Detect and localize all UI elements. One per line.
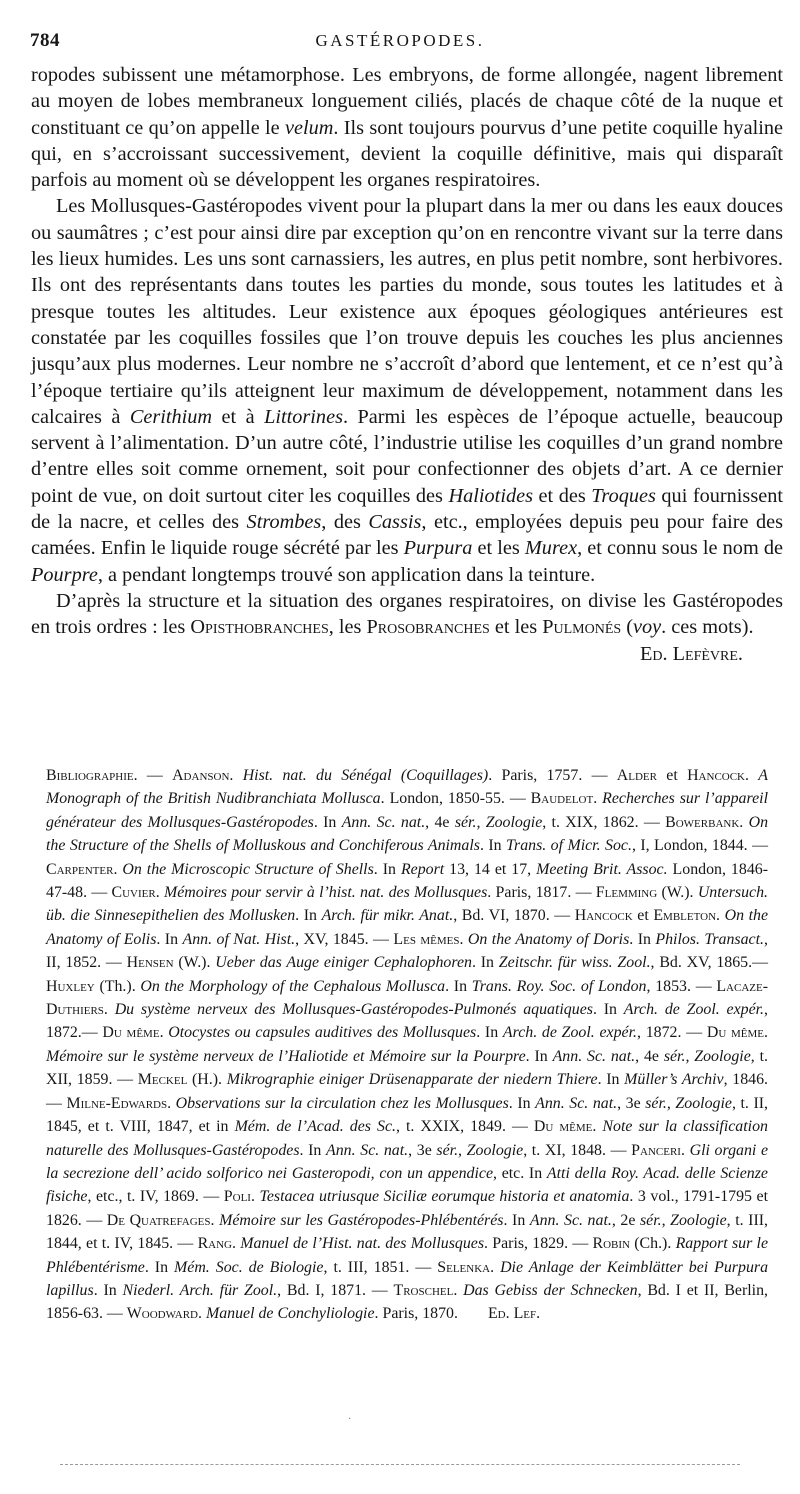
text-run: . In — [313, 813, 342, 831]
text-run: . Paris, 1829. — — [484, 1235, 593, 1253]
text-run: , 4e — [425, 813, 455, 831]
work-title: Rapport sur le Phlébentérisme — [46, 1235, 768, 1276]
work-title: On the Anatomy of Doris — [467, 930, 630, 948]
text-run: . — [453, 1281, 464, 1299]
text-run: . In — [592, 1001, 624, 1019]
work-title: Mémoires pour servir à l’hist. nat. des Mollusques — [163, 884, 488, 902]
work-title: On the Structure of the Shells of Molluskous and Conchiferous Animals — [46, 813, 769, 855]
journal-title: Report — [400, 860, 445, 878]
text-run: . In — [295, 907, 322, 925]
author-name: Meckel — [137, 1071, 188, 1089]
term-velum: velum — [284, 116, 334, 139]
text-run: , Bd. I, 1871. — — [277, 1281, 394, 1299]
text-run: . In — [93, 1281, 123, 1299]
author-name: Huxley — [46, 977, 95, 995]
text-run: , t. XIX, 1862. — — [542, 813, 666, 831]
term-pulmones: Pulmonés — [542, 616, 622, 639]
paragraph-1 — [31, 62, 783, 193]
text-run: . Paris, 1817. — — [487, 884, 596, 902]
journal-series: sér., Zoologie — [663, 1047, 751, 1065]
work-title: Mémoire sur les Gastéropodes-Phlébentérés — [219, 1211, 504, 1229]
work-title: Manuel de Conchyliologie — [205, 1305, 375, 1323]
work-title: Das Gebiss der Schnecken — [463, 1281, 638, 1299]
page-header — [30, 30, 770, 56]
author-name: Hensen — [126, 954, 174, 972]
text-run: , etc., employées depuis peu pour faire des camées. Enfin le liquide rouge sécrété par les — [31, 511, 783, 560]
term-cerithium: Cerithium — [129, 405, 213, 428]
text-run: . — [764, 1024, 768, 1042]
text-run: , 1872.— — [46, 1001, 769, 1042]
term-voy: voy — [632, 616, 662, 639]
text-run: . — [155, 884, 164, 902]
text-run: . — [103, 1001, 115, 1019]
journal-title: Arch. für mikr. Anat. — [321, 907, 454, 925]
journal-title: Philos. Transact. — [655, 930, 765, 948]
text-run: et les — [472, 537, 525, 560]
work-title: On the Morphology of the Cephalous Mollusca — [140, 977, 446, 995]
text-run: , t. XXIX, 1849. — — [395, 1118, 534, 1136]
text-run: , et connu sous le nom de — [577, 537, 783, 560]
text-run: , t. III, 1844, et t. IV, 1845. — — [46, 1211, 769, 1253]
text-run: , 2e — [611, 1211, 640, 1229]
work-title: Die Anlage der Keimblätter bei Purpura lapillus — [46, 1258, 769, 1299]
term-opisthobranches: Opisthobranches — [190, 616, 329, 639]
text-run: et les — [489, 616, 543, 639]
author-name: Les mêmes — [393, 930, 460, 948]
author-name: Rang — [197, 1235, 232, 1253]
work-title: A Monograph of the British Nudibranchiata Mollusca — [46, 767, 769, 808]
text-run: , 1872. — — [637, 1024, 707, 1042]
author-signature: Ed. Lefèvre. — [640, 642, 743, 665]
text-run: , Bd. I et II, Berlin, 1856-63. — — [46, 1281, 769, 1323]
text-run: . — [680, 1141, 690, 1159]
text-run: , Bd. VI, 1870. — — [453, 907, 575, 925]
journal-title: Niederl. Arch. für Zool. — [122, 1281, 278, 1299]
term-murex: Murex — [524, 537, 578, 560]
text-run: . In — [144, 1258, 175, 1276]
term-strombes: Strombes — [246, 511, 322, 534]
text-run: et des — [533, 484, 592, 507]
text-run: (Ch.). — [629, 1235, 676, 1253]
journal-title: Ann. Sc. nat. — [535, 1094, 618, 1112]
work-title: Note sur la classification naturelle des Mollusques-Gastéropodes — [46, 1118, 768, 1159]
author-name: Robin — [592, 1235, 630, 1253]
text-run: (W.). — [173, 954, 216, 972]
work-title: Mémoire sur le système nerveux de l’Haliotide et Mémoire sur la Pourpre — [46, 1047, 526, 1065]
text-run: . — [490, 1258, 501, 1276]
author-name: Hancock — [687, 767, 746, 784]
author-name: Cuvier — [111, 884, 156, 902]
author-name: Milne-Edwards — [66, 1094, 168, 1112]
text-run: et — [632, 907, 654, 925]
page-mark: · — [348, 1414, 352, 1425]
text-run: . In — [299, 1141, 327, 1159]
bibliography-paragraph — [46, 764, 768, 1326]
text-run: . In — [525, 1047, 553, 1065]
text-run: . In — [503, 1211, 530, 1229]
text-run: , XV, 1845. — — [295, 930, 394, 948]
text-run: . — [113, 860, 123, 878]
text-run: . In — [508, 1094, 536, 1112]
journal-title: Ann. Sc. nat. — [552, 1047, 636, 1065]
journal-title: Ann. Sc. nat. — [326, 1141, 409, 1159]
text-run: . — [229, 767, 243, 784]
journal-title: Atti della Roy. Acad. delle Scienze fisiche — [46, 1164, 768, 1206]
author-name: Du même — [102, 1024, 160, 1042]
journal-title: Mém. Soc. de Biologie — [174, 1258, 324, 1276]
text-run: . — [745, 767, 759, 784]
text-run: . Ils sont toujours pourvus d’une petite coquille hyaline qui, en s’accroissant successivement, devient la coquille définitive, mais qui disparaît parfois au moment où se développent les organes respiratoires. — [31, 116, 783, 192]
footer-rule — [60, 1464, 740, 1465]
work-title: Otocystes ou capsules auditives des Mollusques — [168, 1024, 477, 1042]
text-run: . In — [629, 930, 656, 948]
work-title: Gli organi e la secrezione dell’ acido solforico nei Gasteropodi, con un appendice — [46, 1141, 769, 1182]
work-title: Manuel de l’Hist. nat. des Mollusques — [240, 1235, 485, 1253]
text-run: (W.). — [657, 884, 698, 902]
text-run: qui fournissent de la nacre, et celles des — [31, 484, 783, 534]
journal-title: Trans. of Micr. Soc. — [506, 837, 632, 855]
text-run: , 1846. — — [46, 1071, 769, 1112]
paragraph-3 — [31, 588, 783, 665]
text-run: , II, 1852. — — [46, 930, 768, 972]
work-title: Du système nerveux des Mollusques-Gastéropodes-Pulmonés aquatiques — [114, 1001, 593, 1019]
text-run: D’après la structure et la situation des organes respiratoires, on divise les Gastéropodes en trois ordres : les — [31, 589, 783, 639]
text-run: . London, 1850-55. — — [380, 790, 531, 808]
journal-series: sér., Zoologie — [639, 1211, 727, 1229]
text-run: . — [593, 790, 603, 808]
text-run: ropodes subissent une métamorphose. Les embryons, de forme allongée, nagent librement au moyen de lobes membraneux longuement ciliés, placés de chaque côté de la nuque et constituant ce qu’on appelle le — [31, 64, 783, 139]
work-title: Mikrographie einiger Drüsenapparate der niedern Thiere — [226, 1071, 598, 1089]
journal-title: Müller’s Archiv — [624, 1071, 724, 1089]
text-run: . — [159, 1024, 169, 1042]
journal-title: Trans. Roy. Soc. of London — [471, 977, 647, 995]
journal-title: Ann. of Nat. Hist. — [182, 930, 296, 948]
text-run: , etc. In — [493, 1164, 547, 1182]
text-run: , des — [321, 511, 369, 534]
text-run: ( — [621, 616, 633, 639]
text-run: (H.). — [187, 1071, 227, 1089]
author-name: Bowerbank — [665, 813, 740, 831]
running-head: GASTÉROPODES. — [315, 31, 485, 50]
text-run: . — [198, 1305, 206, 1323]
text-run: , t. XII, 1859. — — [46, 1047, 768, 1089]
text-run: , t. II, 1845, et t. VIII, 1847, et in — [46, 1094, 768, 1136]
author-name: Baudelot — [530, 790, 594, 808]
text-run: — — [137, 767, 173, 784]
text-run: . — [210, 1211, 220, 1229]
author-name: De Quatrefages — [106, 1211, 211, 1229]
text-run: . In — [476, 1024, 503, 1042]
journal-series: sér., Zoologie — [645, 1094, 732, 1112]
author-name: Hancock — [574, 907, 633, 925]
text-run: , 3e — [408, 1141, 437, 1159]
author-name: Adanson — [172, 767, 230, 784]
text-run: . — [232, 1235, 241, 1253]
term-prosobranches: Prosobranches — [366, 616, 490, 639]
text-run: . In — [156, 930, 183, 948]
author-name: Panceri — [631, 1141, 681, 1159]
text-run: . — [716, 907, 725, 925]
author-name: Poli — [223, 1188, 251, 1206]
text-run: , les — [328, 616, 367, 639]
text-run: . ces mots). — [661, 616, 754, 639]
text-run: London, 1846-47-48. — — [46, 860, 768, 902]
work-title: Ueber das Auge einiger Cephalophoren — [215, 954, 472, 972]
work-title: Untersuch. üb. die Sinnesepithelien des Mollusken — [46, 884, 768, 925]
text-run: 13, 14 et 17, — [444, 860, 537, 878]
journal-series: sér., Zoologie — [436, 1141, 524, 1159]
work-title: Hist. nat. du Sénégal (Coquillages) — [242, 767, 489, 784]
text-run: , Bd. XV, 1865.— — [650, 954, 768, 972]
author-name: Carpenter — [46, 860, 114, 878]
term-troques: Troques — [591, 484, 656, 507]
text-run: Les Mollusques-Gastéropodes vivent pour la plupart dans la mer ou dans les eaux douces ou saumâtres ; c’est pour ainsi dire par exception qu’on en rencontre vivant sur la terre dans les lieux humides. Les uns sont carnassiers, les autres, en plus petit nombre, sont herbivores. Ils ont des représentants dans toutes les parties du monde, sous toutes les latitudes et à presque toutes les altitudes. Leur existence aux époques géologiques antérieures est constatée par les coquilles fossiles que l’on trouve depuis les couches les plus anciennes jusqu’aux plus modernes. Leur nombre ne s’accroît d’abord que lentement, et ce n’est qu’à l’époque tertiaire qu’ils atteignent leur maximum de développement, notamment dans les calcaires à — [31, 195, 783, 428]
author-name: Woodward — [126, 1305, 198, 1323]
author-name: Troschel — [393, 1281, 454, 1299]
text-run: . 3 vol., 1791-1795 et 1826. — — [46, 1188, 768, 1229]
journal-title: Ann. Sc. nat. — [341, 813, 426, 831]
text-run: . In — [471, 954, 499, 972]
term-purpura: Purpura — [403, 537, 473, 560]
text-run: , a pendant longtemps trouvé son application dans la teinture. — [97, 563, 596, 586]
text-run: . — [459, 930, 468, 948]
text-run: . In — [479, 837, 507, 855]
work-title: Observations sur la circulation chez les Mollusques — [175, 1094, 509, 1112]
journal-title: Arch. de Zool. expér. — [502, 1024, 637, 1042]
journal-series: sér., Zoologie — [454, 813, 543, 831]
bibliography-label: Bibliographie. — [46, 767, 138, 784]
page-number: 784 — [30, 30, 60, 51]
term-littorines: Littorines — [264, 405, 343, 428]
author-name: Embleton — [653, 907, 717, 925]
bibliography — [46, 764, 768, 1326]
text-run: . — [592, 1118, 603, 1136]
text-run: . Paris, 1870. — [374, 1305, 458, 1323]
text-run: . In — [597, 1071, 625, 1089]
author-name: Flemming — [595, 884, 658, 902]
author-name: Selenka — [437, 1258, 491, 1276]
text-run: , 1853. — — [646, 977, 717, 995]
text-run: , t. XI, 1848. — — [523, 1141, 632, 1159]
journal-title: Zeitschr. für wiss. Zool. — [498, 954, 651, 972]
journal-title: Arch. de Zool. expér. — [623, 1001, 765, 1019]
text-run: (Th.). — [94, 977, 141, 995]
text-run: , t. III, 1851. — — [323, 1258, 438, 1276]
text-run: et à — [212, 405, 265, 428]
text-run: , 3e — [617, 1094, 646, 1112]
bibliography-signature: Ed. Lef. — [487, 1305, 541, 1323]
text-run: . — [739, 813, 749, 831]
author-name: Alder — [616, 767, 657, 784]
term-haliotides: Haliotides — [448, 484, 533, 507]
work-title: Recherches sur l’appareil générateur des Mollusques-Gastéropodes — [46, 790, 768, 831]
text-run: , 4e — [635, 1047, 664, 1065]
text-run: . Parmi les espèces de l’époque actuelle, beaucoup servent à l’alimentation. D’un autre côté, l’industrie utilise les coquilles d’un grand nombre d’entre elles soit comme ornement, soit pour confectionner des objets d’art. A ce dernier point de vue, on doit surtout citer les coquilles des — [31, 405, 783, 507]
text-run: et — [657, 767, 688, 784]
work-title: On the Microscopic Structure of Shells — [122, 860, 374, 878]
author-name: Lacaze-Duthiers — [46, 977, 768, 1019]
text-run: , I, London, 1844. — — [631, 837, 768, 855]
term-pourpre: Pourpre — [31, 563, 98, 586]
journal-title: Ann. Sc. nat. — [529, 1211, 612, 1229]
text-run: , etc., t. IV, 1869. — — [87, 1188, 224, 1206]
work-title: Testacea utriusque Siciliæ eorumque historia et anatomia — [259, 1188, 630, 1206]
term-cassis: Cassis — [368, 511, 422, 534]
text-run: . In — [373, 860, 401, 878]
work-title: On the Anatomy of Eolis — [46, 907, 769, 948]
text-run: . — [167, 1094, 176, 1112]
author-name: Du même — [533, 1118, 593, 1136]
text-run: . In — [445, 977, 472, 995]
article-body — [31, 62, 783, 667]
paragraph-2 — [31, 193, 783, 587]
text-run: . Paris, 1757. — — [488, 767, 617, 784]
author-name: Du même — [706, 1024, 765, 1042]
journal-title: Meeting Brit. Assoc. — [536, 860, 668, 878]
text-run: . — [250, 1188, 260, 1206]
journal-title: Mém. de l’Acad. des Sc. — [234, 1118, 396, 1136]
